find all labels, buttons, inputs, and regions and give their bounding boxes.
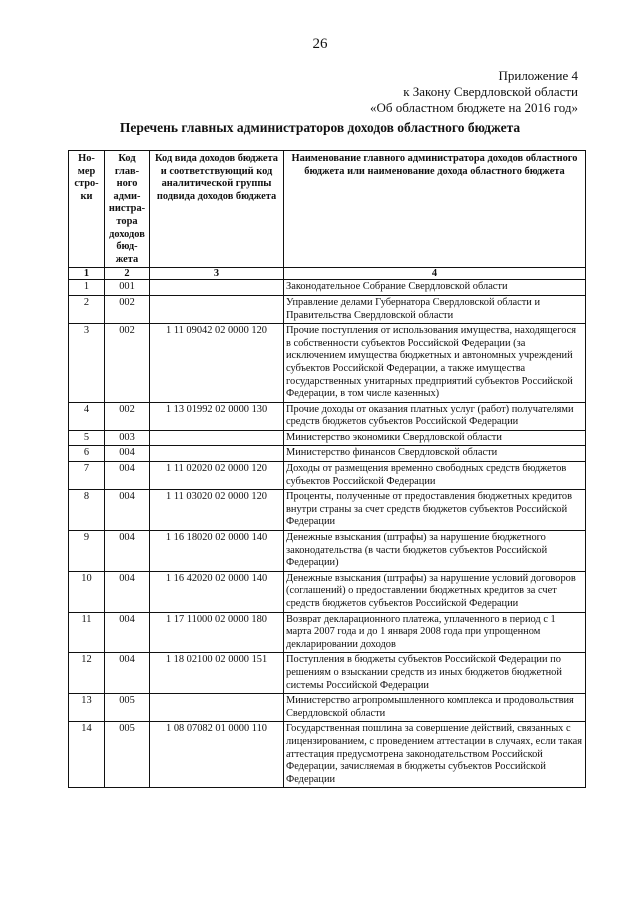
column-number: 1 bbox=[69, 268, 105, 280]
income-code-cell bbox=[150, 295, 284, 323]
name-cell: Поступления в бюджеты субъектов Российской Федерации по решениям о взыскании средств из иных бюджетов бюджетной системы Российской Федерации bbox=[284, 653, 586, 694]
table-row bbox=[69, 295, 586, 323]
income-code-cell: 1 11 02020 02 0000 120 bbox=[150, 462, 284, 490]
name-cell: Проценты, полученные от предоставления бюджетных кредитов внутри страны за счет средств бюджетов субъектов Российской Федерации bbox=[284, 490, 586, 531]
name-cell: Прочие поступления от использования имущества, находящегося в собственности субъектов Российской Федерации (за исключением имущества бюджетных и автономных учреждений субъектов Российской Федерации, а также имущества государственных унитарных предприятий субъектов Российской Федерации, в том числе казенных) bbox=[284, 324, 586, 403]
admin-code-cell: 004 bbox=[105, 490, 150, 531]
table-row bbox=[69, 402, 586, 430]
administrators-table bbox=[68, 150, 586, 788]
name-cell: Министерство финансов Свердловской области bbox=[284, 446, 586, 462]
table-body bbox=[69, 268, 586, 788]
name-cell: Прочие доходы от оказания платных услуг (работ) получателями средств бюджетов субъектов Российской Федерации bbox=[284, 402, 586, 430]
appendix-reference bbox=[370, 68, 578, 116]
name-cell: Денежные взыскания (штрафы) за нарушение бюджетного законодательства (в части бюджетов субъектов Российской Федерации) bbox=[284, 531, 586, 572]
table-row bbox=[69, 653, 586, 694]
header-row-number: Но-мер стро-ки bbox=[69, 151, 105, 268]
income-code-cell: 1 16 42020 02 0000 140 bbox=[150, 571, 284, 612]
table-row bbox=[69, 430, 586, 446]
row-number-cell: 11 bbox=[69, 612, 105, 653]
row-number-cell: 7 bbox=[69, 462, 105, 490]
row-number-cell: 5 bbox=[69, 430, 105, 446]
row-number-cell: 3 bbox=[69, 324, 105, 403]
table-row bbox=[69, 280, 586, 296]
column-number: 2 bbox=[105, 268, 150, 280]
table-row bbox=[69, 324, 586, 403]
income-code-cell: 1 08 07082 01 0000 110 bbox=[150, 722, 284, 788]
income-code-cell: 1 17 11000 02 0000 180 bbox=[150, 612, 284, 653]
appendix-line-3: «Об областном бюджете на 2016 год» bbox=[370, 100, 578, 115]
row-number-cell: 10 bbox=[69, 571, 105, 612]
appendix-line-1: Приложение 4 bbox=[498, 68, 578, 83]
admin-code-cell: 004 bbox=[105, 531, 150, 572]
row-number-cell: 12 bbox=[69, 653, 105, 694]
income-code-cell: 1 16 18020 02 0000 140 bbox=[150, 531, 284, 572]
header-admin-code: Код глав-ного адми-нистра-тора доходов бюд-жета bbox=[105, 151, 150, 268]
income-code-cell bbox=[150, 694, 284, 722]
admin-code-cell: 004 bbox=[105, 653, 150, 694]
admin-code-cell: 002 bbox=[105, 324, 150, 403]
table-row bbox=[69, 531, 586, 572]
table-row bbox=[69, 722, 586, 788]
page-number: 26 bbox=[312, 36, 328, 52]
name-cell: Законодательное Собрание Свердловской области bbox=[284, 280, 586, 296]
name-cell: Денежные взыскания (штрафы) за нарушение условий договоров (соглашений) о предоставлении бюджетных кредитов за счет средств бюджетов субъектов Российской Федерации bbox=[284, 571, 586, 612]
table-row bbox=[69, 462, 586, 490]
row-number-cell: 13 bbox=[69, 694, 105, 722]
document-title: Перечень главных администраторов доходов областного бюджета bbox=[119, 120, 521, 135]
admin-code-cell: 003 bbox=[105, 430, 150, 446]
name-cell: Министерство агропромышленного комплекса и продовольствия Свердловской области bbox=[284, 694, 586, 722]
name-cell: Государственная пошлина за совершение действий, связанных с лицензированием, с проведением аттестации в случаях, если такая аттестация предусмотрена законодательством Российской Федерации, зачисляемая в бюджеты субъектов Российской Федерации bbox=[284, 722, 586, 788]
admin-code-cell: 005 bbox=[105, 694, 150, 722]
header-income-code: Код вида доходов бюджета и соответствующий код аналитической группы подвида доходов бюджета bbox=[150, 151, 284, 268]
row-number-cell: 6 bbox=[69, 446, 105, 462]
income-code-cell bbox=[150, 446, 284, 462]
admin-code-cell: 002 bbox=[105, 402, 150, 430]
table-header-row bbox=[69, 151, 586, 268]
row-number-cell: 1 bbox=[69, 280, 105, 296]
table-row bbox=[69, 694, 586, 722]
admin-code-cell: 004 bbox=[105, 612, 150, 653]
admin-code-cell: 004 bbox=[105, 571, 150, 612]
admin-code-cell: 005 bbox=[105, 722, 150, 788]
table-row bbox=[69, 446, 586, 462]
row-number-cell: 8 bbox=[69, 490, 105, 531]
admin-code-cell: 004 bbox=[105, 462, 150, 490]
income-code-cell bbox=[150, 280, 284, 296]
table-row bbox=[69, 490, 586, 531]
appendix-line-2: к Закону Свердловской области bbox=[403, 84, 578, 99]
income-code-cell: 1 11 03020 02 0000 120 bbox=[150, 490, 284, 531]
name-cell: Министерство экономики Свердловской области bbox=[284, 430, 586, 446]
table-row bbox=[69, 612, 586, 653]
name-cell: Возврат декларационного платежа, уплаченного в период с 1 марта 2007 года и до 1 января 2008 года при упрощенном декларировании доходов bbox=[284, 612, 586, 653]
row-number-cell: 4 bbox=[69, 402, 105, 430]
header-name: Наименование главного администратора доходов областного бюджета или наименование дохода областного бюджета bbox=[284, 151, 586, 268]
income-code-cell bbox=[150, 430, 284, 446]
row-number-cell: 9 bbox=[69, 531, 105, 572]
admin-code-cell: 004 bbox=[105, 446, 150, 462]
income-code-cell: 1 11 09042 02 0000 120 bbox=[150, 324, 284, 403]
row-number-cell: 2 bbox=[69, 295, 105, 323]
name-cell: Доходы от размещения временно свободных средств бюджетов субъектов Российской Федерации bbox=[284, 462, 586, 490]
table-row bbox=[69, 571, 586, 612]
column-number: 4 bbox=[284, 268, 586, 280]
column-number: 3 bbox=[150, 268, 284, 280]
admin-code-cell: 001 bbox=[105, 280, 150, 296]
admin-code-cell: 002 bbox=[105, 295, 150, 323]
column-number-row bbox=[69, 268, 586, 280]
income-code-cell: 1 18 02100 02 0000 151 bbox=[150, 653, 284, 694]
name-cell: Управление делами Губернатора Свердловской области и Правительства Свердловской области bbox=[284, 295, 586, 323]
income-code-cell: 1 13 01992 02 0000 130 bbox=[150, 402, 284, 430]
row-number-cell: 14 bbox=[69, 722, 105, 788]
